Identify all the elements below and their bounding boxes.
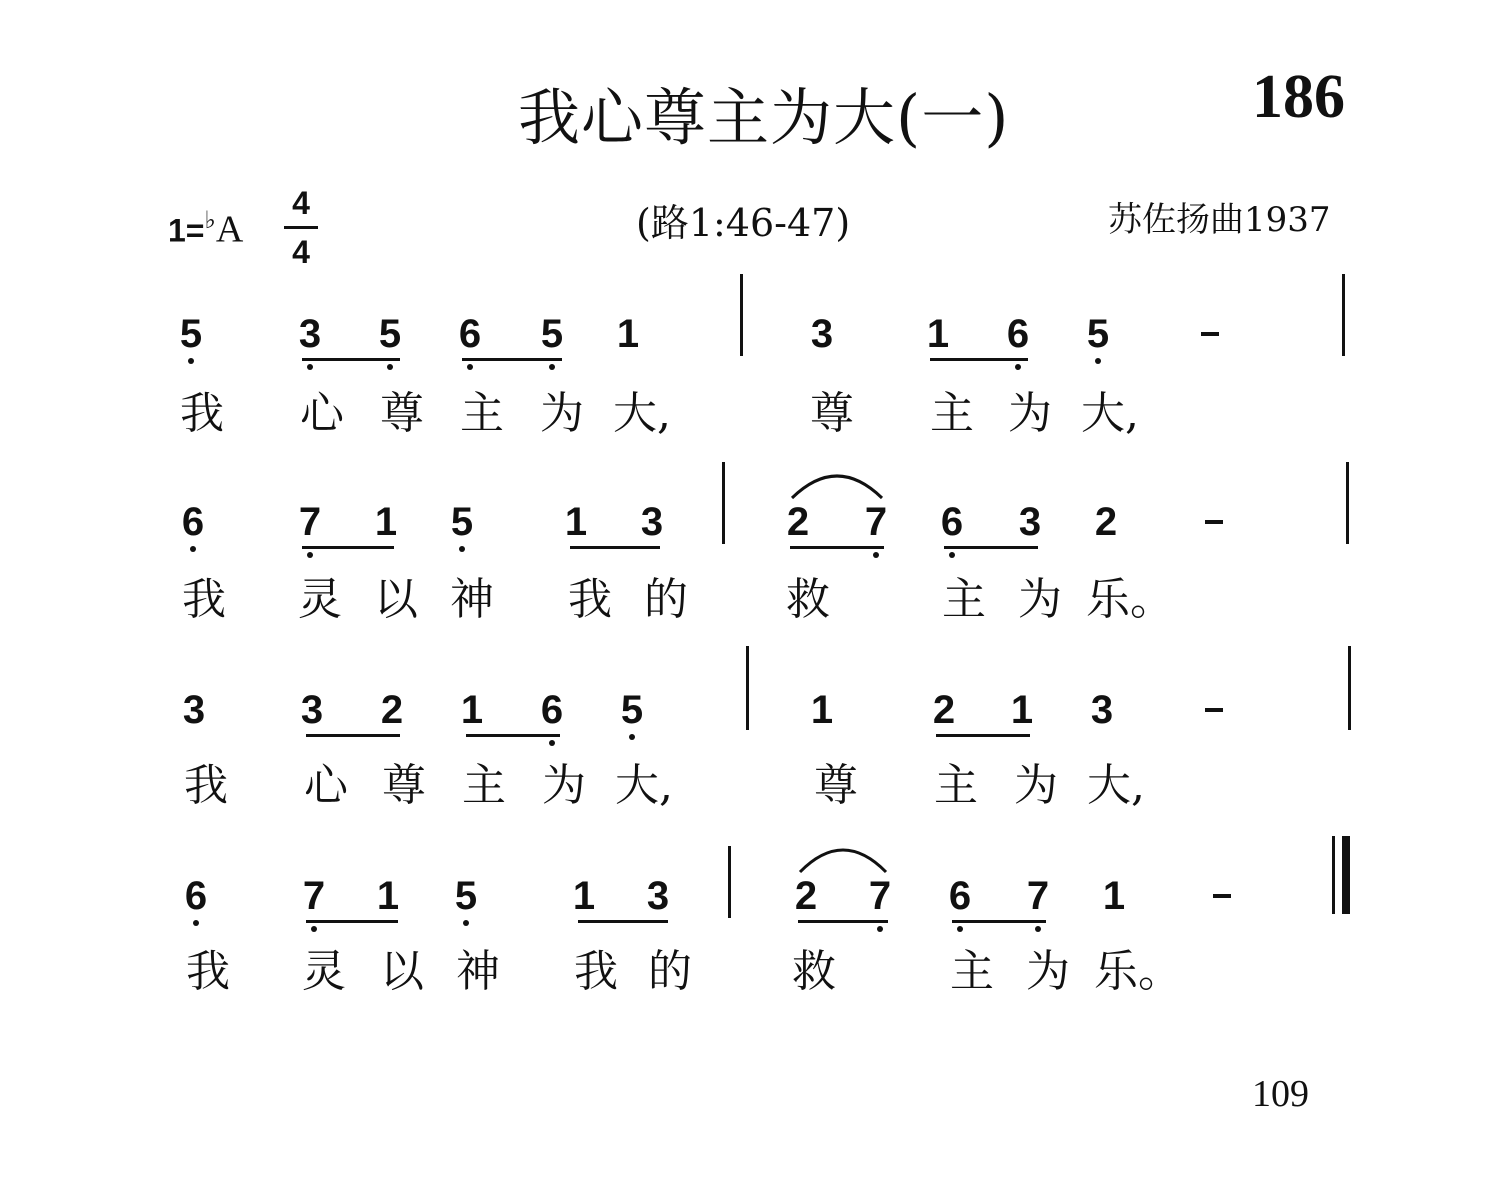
note: 6	[184, 874, 208, 918]
note: 7	[1026, 874, 1050, 918]
eighth-note-beam	[466, 734, 560, 737]
note: 3	[1018, 500, 1042, 544]
note: 6	[458, 312, 482, 356]
note: 7	[298, 500, 322, 544]
note: 3	[298, 312, 322, 356]
scripture-reference: (路1:46-47)	[636, 201, 851, 245]
lyric-syllable: 为	[1026, 946, 1070, 997]
lower-octave-dot	[957, 926, 963, 932]
note: 5	[378, 312, 402, 356]
lower-octave-dot	[467, 364, 473, 370]
note: 1	[374, 500, 398, 544]
note: 6	[948, 874, 972, 918]
note: 3	[1090, 688, 1114, 732]
lyric-syllable: 主	[462, 760, 506, 811]
lower-octave-dot	[387, 364, 393, 370]
lyric-syllable: 以	[374, 574, 418, 625]
sustain-dash	[1205, 520, 1223, 524]
lower-octave-dot	[549, 740, 555, 746]
lower-octave-dot	[190, 546, 196, 552]
lyric-syllable: 主	[950, 946, 994, 997]
barline	[1348, 646, 1351, 730]
note: 3	[810, 312, 834, 356]
lyric-syllable: 主	[942, 574, 986, 625]
lower-octave-dot	[463, 920, 469, 926]
eighth-note-beam	[570, 546, 660, 549]
time-signature	[284, 182, 318, 273]
lyric-syllable: 主	[934, 760, 978, 811]
lyric-syllable: 灵	[298, 574, 342, 625]
lyric-syllable: 我	[186, 946, 230, 997]
time-signature-top: 4	[292, 185, 310, 221]
lyric-syllable: 主	[930, 388, 974, 439]
hymn-number: 186	[1252, 63, 1345, 131]
note: 1	[460, 688, 484, 732]
lower-octave-dot	[193, 920, 199, 926]
eighth-note-beam	[578, 920, 668, 923]
lyric-syllable: 我	[568, 574, 612, 625]
eighth-note-beam	[944, 546, 1038, 549]
key-letter: A	[215, 208, 244, 251]
lower-octave-dot	[1015, 364, 1021, 370]
lyric-syllable: 尊	[382, 760, 426, 811]
lyric-syllable: 我	[184, 760, 228, 811]
lyric-syllable: 神	[450, 574, 494, 625]
note: 2	[786, 500, 810, 544]
sustain-dash	[1205, 708, 1223, 712]
eighth-note-beam	[936, 734, 1030, 737]
lyric-syllable: 以	[380, 946, 424, 997]
lower-octave-dot	[188, 358, 194, 364]
lower-octave-dot	[1035, 926, 1041, 932]
note: 7	[302, 874, 326, 918]
time-signature-bar	[284, 226, 318, 229]
key-signature	[168, 206, 243, 252]
lyric-syllable: 我	[182, 574, 226, 625]
note: 1	[376, 874, 400, 918]
lyric-syllable: 为	[1018, 574, 1062, 625]
time-signature-bottom: 4	[292, 234, 310, 270]
tie-arc	[788, 468, 886, 502]
note: 5	[179, 312, 203, 356]
lyric-syllable: 尊	[810, 388, 854, 439]
lyric-syllable: 心	[304, 760, 348, 811]
lyric-syllable: 救	[792, 946, 836, 997]
note: 1	[1010, 688, 1034, 732]
lower-octave-dot	[549, 364, 555, 370]
eighth-note-beam	[306, 920, 398, 923]
lyric-syllable: 为	[1008, 388, 1052, 439]
note: 5	[450, 500, 474, 544]
tie-arc	[796, 842, 890, 876]
lyric-syllable: 我	[574, 946, 618, 997]
key-prefix: 1=	[168, 212, 205, 249]
note: 1	[616, 312, 640, 356]
lower-octave-dot	[877, 926, 883, 932]
lyric-syllable: 为	[542, 760, 586, 811]
eighth-note-beam	[302, 358, 400, 361]
lyric-syllable: 主	[460, 388, 504, 439]
note: 3	[640, 500, 664, 544]
note: 2	[794, 874, 818, 918]
note: 1	[1102, 874, 1126, 918]
lyric-syllable: 神	[456, 946, 500, 997]
final-barline-thick	[1342, 836, 1350, 914]
note: 1	[926, 312, 950, 356]
note: 5	[454, 874, 478, 918]
lower-octave-dot	[307, 552, 313, 558]
lower-octave-dot	[949, 552, 955, 558]
lower-octave-dot	[873, 552, 879, 558]
hymn-title: 我心尊主为大(一)	[518, 81, 1010, 154]
note: 2	[380, 688, 404, 732]
lyric-syllable: 尊	[380, 388, 424, 439]
note: 1	[572, 874, 596, 918]
lyric-syllable: 的	[644, 574, 688, 625]
barline	[728, 846, 731, 918]
lyric-syllable: 为	[1014, 760, 1058, 811]
note: 3	[300, 688, 324, 732]
final-barline-thin	[1332, 836, 1335, 914]
barline	[740, 274, 743, 356]
lyric-syllable: 灵	[302, 946, 346, 997]
note: 6	[1006, 312, 1030, 356]
lower-octave-dot	[459, 546, 465, 552]
note: 3	[182, 688, 206, 732]
note: 7	[864, 500, 888, 544]
lyric-syllable: 心	[300, 388, 344, 439]
note: 5	[1086, 312, 1110, 356]
lower-octave-dot	[307, 364, 313, 370]
note: 5	[620, 688, 644, 732]
lyric-syllable: 乐。	[1086, 574, 1174, 625]
sustain-dash	[1201, 332, 1219, 336]
lyric-syllable: 大,	[1087, 760, 1145, 811]
lower-octave-dot	[1095, 358, 1101, 364]
note: 7	[868, 874, 892, 918]
note: 6	[181, 500, 205, 544]
note: 1	[810, 688, 834, 732]
eighth-note-beam	[306, 734, 400, 737]
lyric-syllable: 大,	[613, 388, 671, 439]
barline	[1346, 462, 1349, 544]
lower-octave-dot	[311, 926, 317, 932]
note: 2	[1094, 500, 1118, 544]
note: 3	[646, 874, 670, 918]
composer-credit: 苏佐扬曲1937	[1108, 200, 1331, 240]
eighth-note-beam	[930, 358, 1028, 361]
lower-octave-dot	[629, 734, 635, 740]
barline	[1342, 274, 1345, 356]
lyric-syllable: 我	[180, 388, 224, 439]
note: 2	[932, 688, 956, 732]
eighth-note-beam	[790, 546, 884, 549]
lyric-syllable: 大,	[1081, 388, 1139, 439]
eighth-note-beam	[302, 546, 394, 549]
flat-sign: ♭	[204, 208, 216, 234]
eighth-note-beam	[952, 920, 1046, 923]
sustain-dash	[1213, 894, 1231, 898]
note: 5	[540, 312, 564, 356]
note: 6	[540, 688, 564, 732]
page-number: 109	[1252, 1073, 1309, 1115]
lyric-syllable: 乐。	[1094, 946, 1182, 997]
note: 1	[564, 500, 588, 544]
lyric-syllable: 大,	[615, 760, 673, 811]
lyric-syllable: 尊	[814, 760, 858, 811]
eighth-note-beam	[462, 358, 562, 361]
lyric-syllable: 的	[648, 946, 692, 997]
note: 6	[940, 500, 964, 544]
barline	[722, 462, 725, 544]
eighth-note-beam	[798, 920, 888, 923]
lyric-syllable: 救	[786, 574, 830, 625]
barline	[746, 646, 749, 730]
lyric-syllable: 为	[540, 388, 584, 439]
